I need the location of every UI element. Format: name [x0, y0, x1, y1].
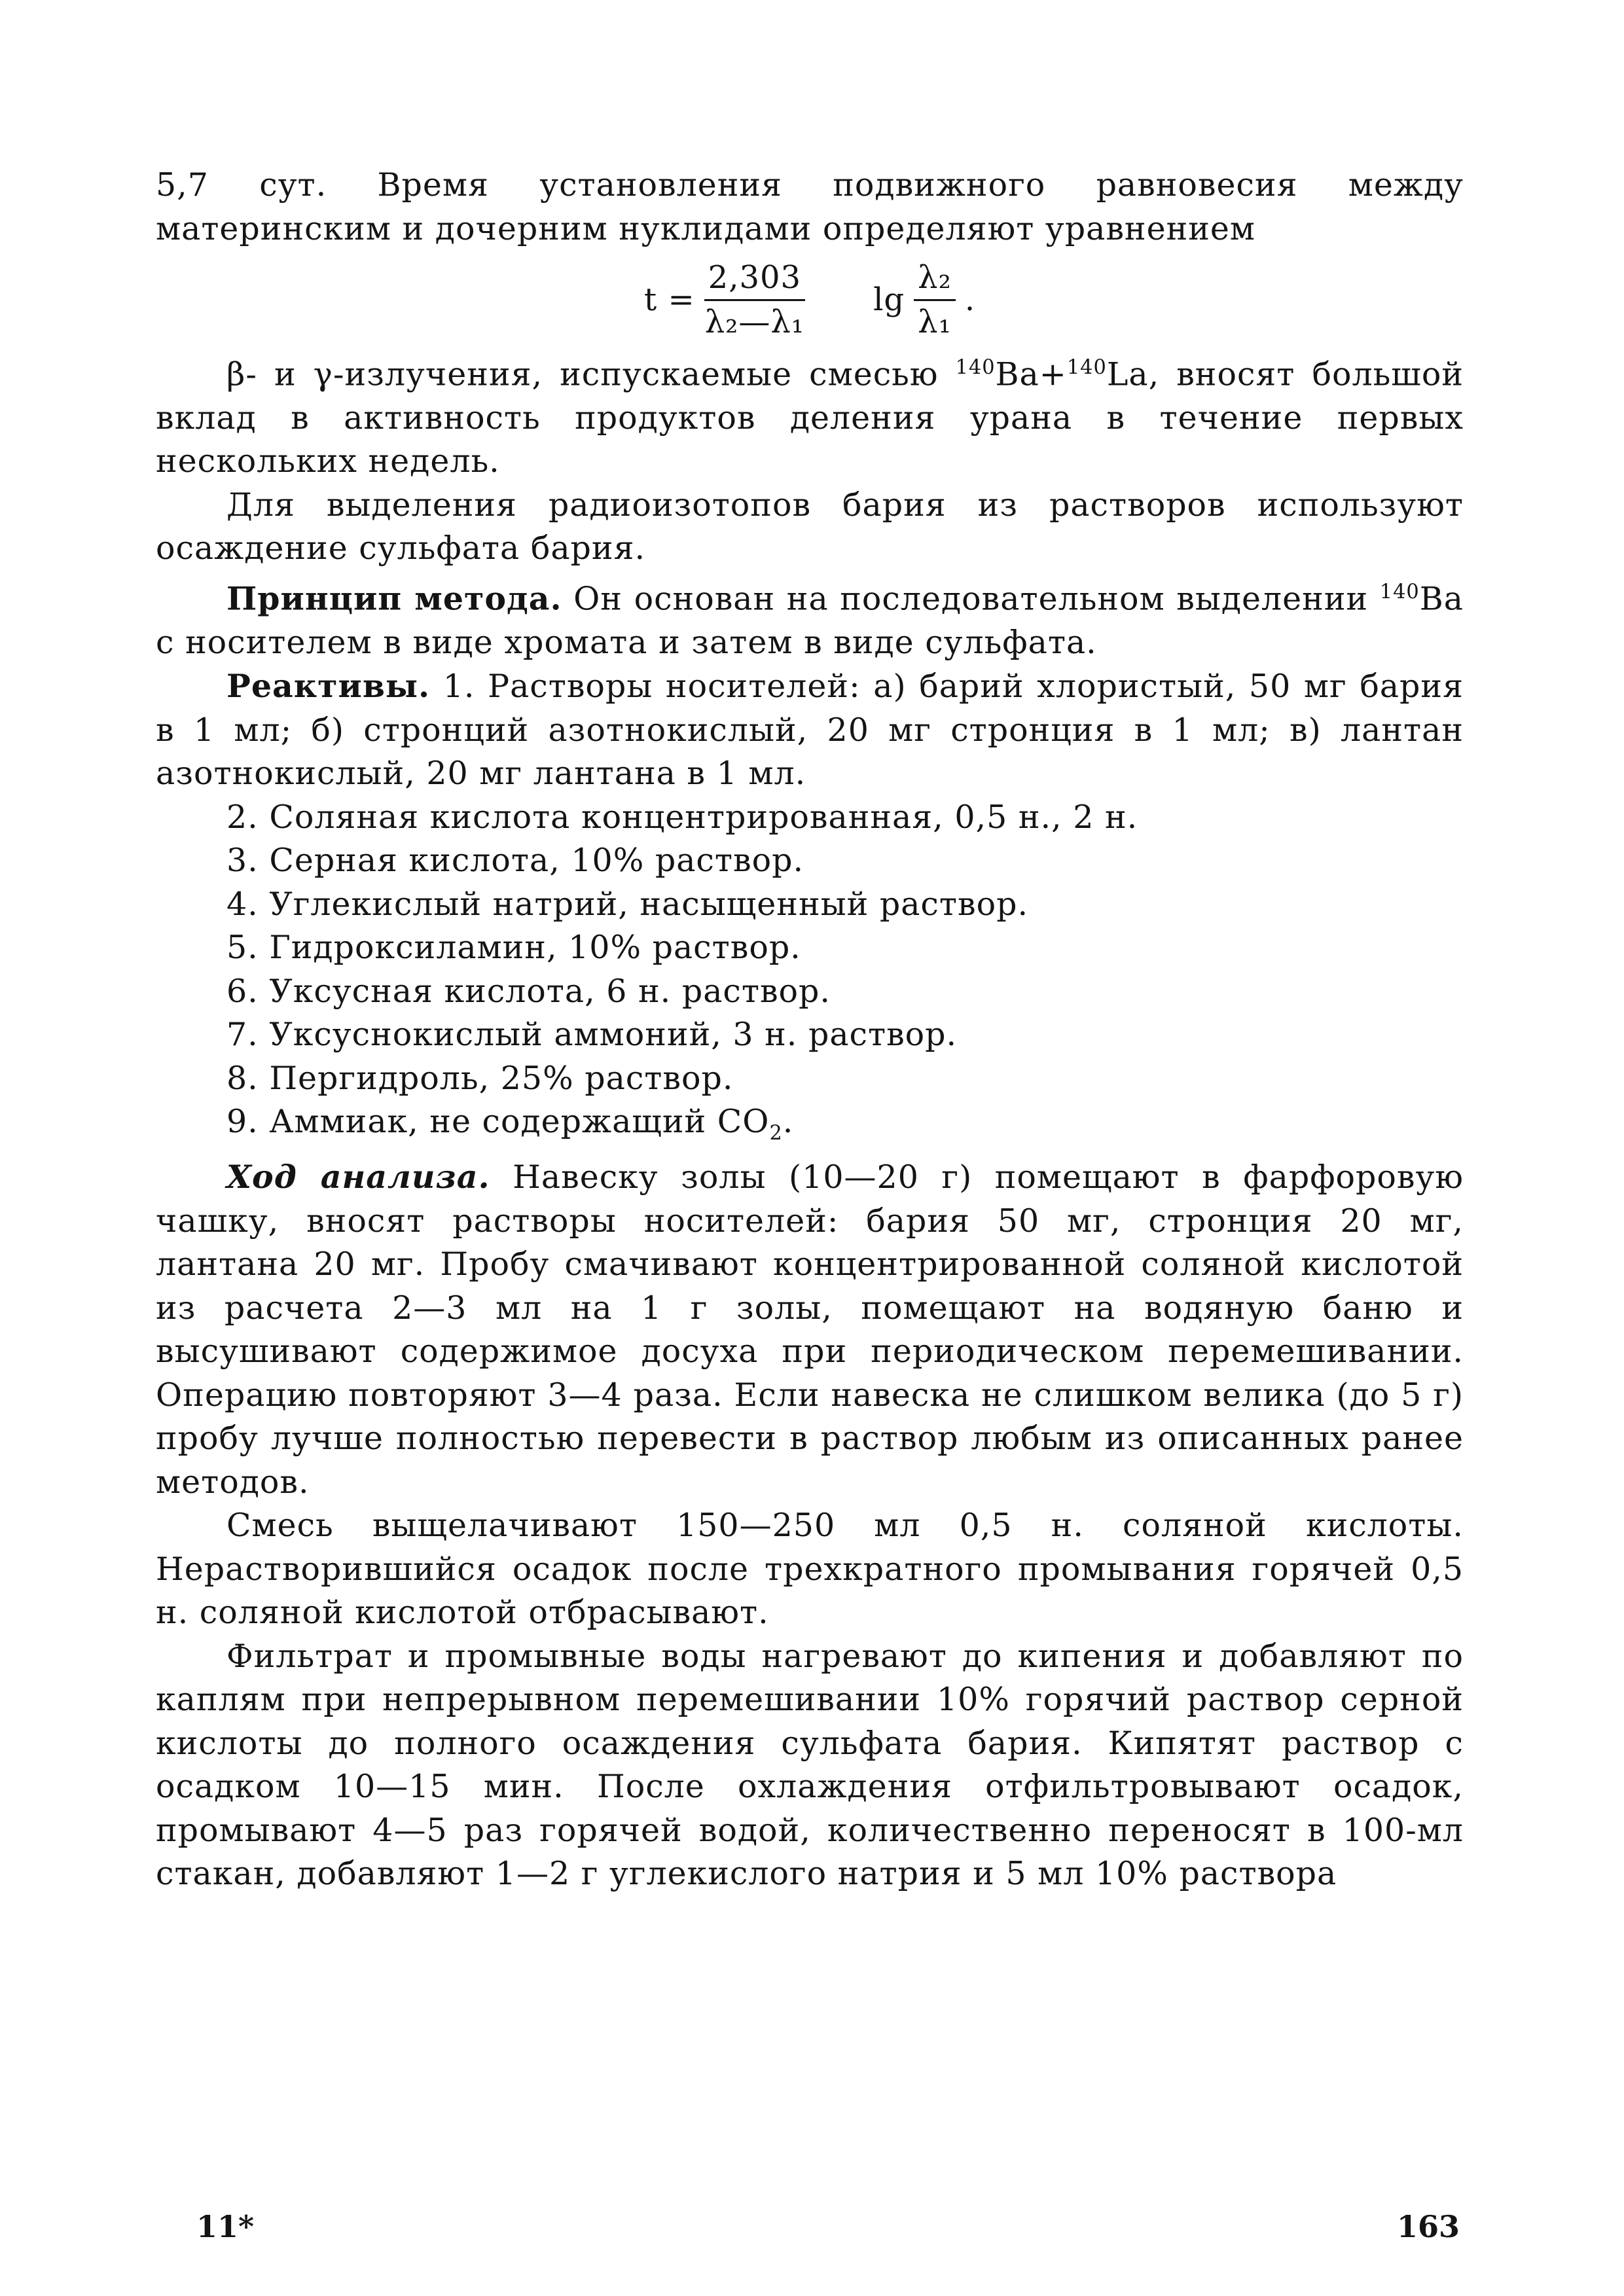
reagents-item: 7. Уксуснокислый аммоний, 3 н. раствор. [226, 1016, 958, 1054]
page-footer [196, 2209, 1460, 2244]
mass-number-la: 140 [1066, 356, 1107, 379]
formula-fraction-2 [914, 260, 956, 340]
radiation-text-a: β- и γ-излучения, испускаемые смесью [226, 355, 956, 393]
item-9-text: 9. Аммиак, не содержащий CO [226, 1103, 770, 1141]
reagents-list [156, 796, 1464, 1156]
radiation-text-c: Ba+ [995, 355, 1067, 393]
fraction-2-numerator: λ₂ [914, 260, 956, 301]
fraction-2-denominator: λ₁ [918, 303, 952, 340]
formula-log: lg [873, 281, 905, 318]
item-9-subscript: 2 [769, 1121, 783, 1145]
reagents-item: 8. Пергидроль, 25% раствор. [226, 1059, 734, 1097]
analysis-heading: Ход анализа. [226, 1158, 490, 1196]
filtrate-paragraph: Фильтрат и промывные воды нагревают до кипения и добавляют по каплям при непрерывном перемешивании 10% горячий раствор серной кислоты до полного осаждения сульфата бария. Кипятят раствор с осадком 10—15 мин. После охлаждения отфильтровывают осадок, промывают 4—5 раз горячей водой, количественно переносят в 100-мл стакан, добавляют 1—2 г углекислого натрия и 5 мл 10% раствора [156, 1637, 1464, 1893]
reagents-item: 3. Серная кислота, 10% раствор. [226, 842, 804, 880]
reagents-item: 5. Гидроксиламин, 10% раствор. [226, 929, 801, 967]
signature-mark: 11* [196, 2209, 255, 2244]
mass-number-ba: 140 [955, 356, 996, 379]
reagents-item: 2. Соляная кислота концентрированная, 0,5 н., 2 н. [226, 798, 1138, 836]
reagents-paragraph [156, 664, 1464, 796]
intro-paragraph: 5,7 сут. Время установления подвижного равновесия между материнским и дочерним нуклидами определяют уравнением [156, 166, 1464, 247]
radiation-text-e: La, вносят большой вклад в активность продуктов деления урана в течение первых нескольких недель. [156, 355, 1464, 480]
fraction-1-numerator: 2,303 [704, 260, 805, 301]
principle-text-b: Ba с носителем в виде хромата и затем в виде сульфата. [156, 580, 1464, 661]
formula-end: . [964, 281, 976, 318]
formula-lhs: t = [643, 281, 695, 318]
radiation-paragraph [156, 346, 1464, 484]
analysis-paragraph [156, 1155, 1464, 1504]
principle-text-a: Он основан на последовательном выделении [562, 580, 1380, 618]
principle-mass-number: 140 [1379, 580, 1420, 603]
page-number: 163 [1396, 2209, 1460, 2244]
analysis-text: Навеску золы (10—20 г) помещают в фарфоровую чашку, вносят растворы носителей: бария 50 мг, стронция 20 мг, лантана 20 мг. Пробу смачивают концентрированной соляной кислотой из расчета 2—3 мл на 1 г золы, помещают на водяную баню и высушивают содержимое досуха при периодическом перемешивании. Операцию повторяют 3—4 раза. Если навеска не слишком велика (до 5 г) пробу лучше полностью перевести в раствор любым из описанных ранее методов. [156, 1158, 1464, 1501]
equilibrium-formula [156, 251, 1464, 349]
page-body [156, 164, 1464, 1896]
item-9-end: . [782, 1103, 794, 1141]
reagents-item: 4. Углекислый натрий, насыщенный раствор. [226, 885, 1029, 923]
reagents-item-1: 1. Растворы носителей: а) барий хлористый, 50 мг бария в 1 мл; б) стронций азотнокислый, 20 мг стронция в 1 мл; в) лантан азотнокислый, 20 мг лантана в 1 мл. [156, 668, 1464, 793]
formula-fraction-1 [704, 260, 805, 340]
reagents-heading: Реактивы. [226, 667, 431, 706]
reagents-item: 6. Уксусная кислота, 6 н. раствор. [226, 972, 831, 1010]
reagents-item-9 [226, 1100, 1464, 1155]
fraction-1-denominator: λ₂—λ₁ [704, 303, 805, 340]
isolation-paragraph: Для выделения радиоизотопов бария из растворов используют осаждение сульфата бария. [156, 486, 1464, 567]
leach-paragraph: Смесь выщелачивают 150—250 мл 0,5 н. соляной кислоты. Нерастворившийся осадок после трехкратного промывания горячей 0,5 н. соляной кислотой отбрасывают. [156, 1507, 1464, 1632]
principle-heading: Принцип метода. [226, 579, 562, 618]
principle-paragraph [156, 571, 1464, 664]
